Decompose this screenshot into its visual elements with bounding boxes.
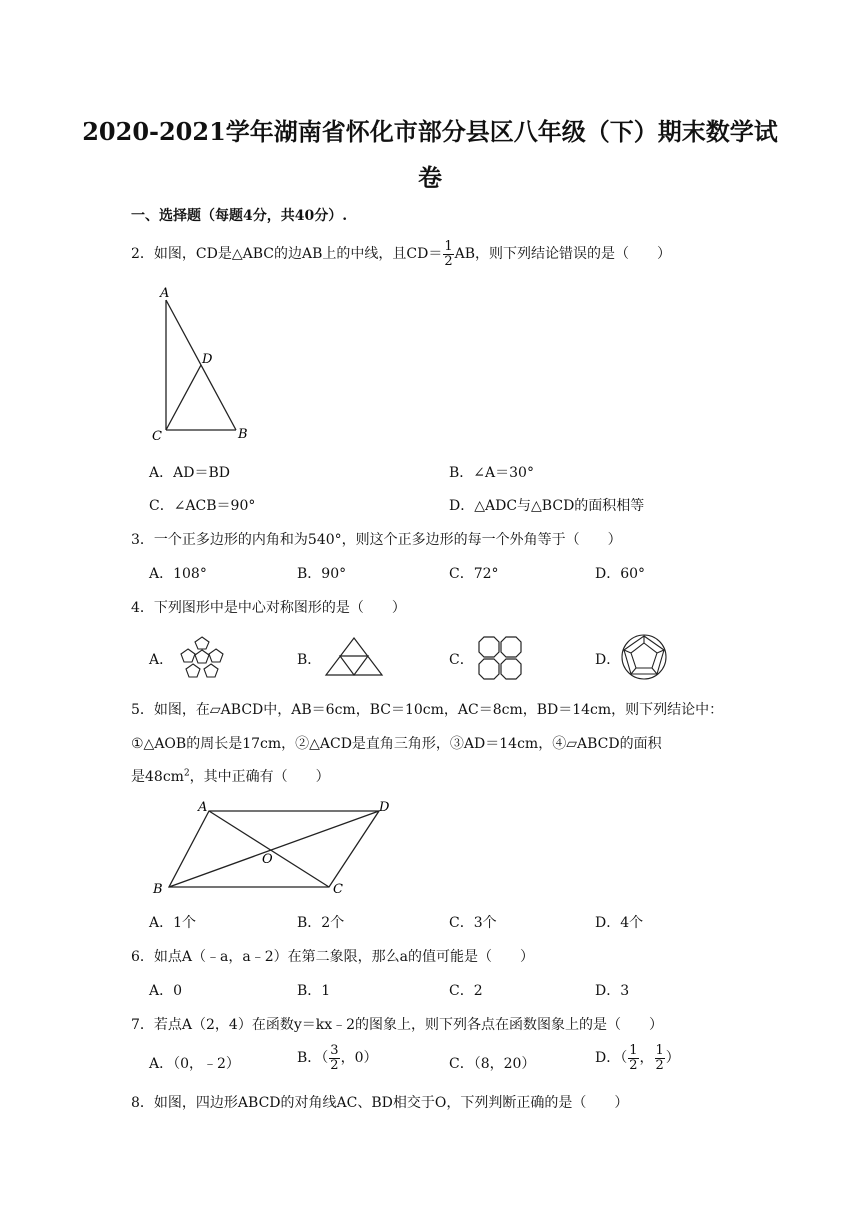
label-b: B — [238, 427, 248, 442]
section-heading: 一、选择题（每题4分，共40分）. — [131, 208, 348, 224]
q7-b-num: 3 — [330, 1043, 339, 1058]
label-c: C — [152, 429, 162, 444]
question-7-stem: 7．若点A（2，4）在函数y＝kx﹣2的图象上，则下列各点在函数图象上的是（ ） — [131, 1017, 664, 1033]
question-5-line-1: 5．如图，在▱ABCD中，AB＝6cm，BC＝10cm，AC＝8cm，BD＝14cm，则下列结论中： — [131, 702, 724, 718]
q3-option-c: C．72° — [449, 566, 499, 582]
q7-d-post: ） — [665, 1050, 680, 1067]
label-d: D — [202, 352, 213, 367]
question-8-stem: 8．如图，四边形ABCD的对角线AC、BD相交于O，下列判断正确的是（ ） — [131, 1095, 629, 1111]
question-4-stem: 4．下列图形中是中心对称图形的是（ ） — [131, 600, 406, 616]
q5-option-c: C．3个 — [449, 915, 497, 931]
page-title-line1: 2020-2021学年湖南省怀化市部分县区八年级（下）期末数学试 — [82, 117, 778, 146]
q5-option-b: B．2个 — [297, 915, 345, 931]
question-2-stem — [131, 240, 671, 268]
label-a: A — [160, 286, 170, 301]
q7-d-den-1: 2 — [629, 1057, 638, 1073]
q2-text-post: AB，则下列结论错误的是（ ） — [454, 246, 672, 263]
q2-option-d: D．△ADC与△BCD的面积相等 — [449, 498, 645, 514]
q2-option-c: C．∠ACB＝90° — [149, 498, 256, 514]
diagonal-bd — [169, 811, 379, 887]
q2-frac-num: 1 — [444, 239, 453, 254]
question-5-line-2: ①△AOB的周长是17cm，②△ACD是直角三角形，③AD＝14cm，④▱ABCD的面积 — [131, 736, 662, 752]
diagonal-ac — [209, 811, 329, 887]
q7-option-c: C．（8，20） — [449, 1056, 536, 1072]
label-c: C — [333, 882, 343, 897]
q2-frac-den: 2 — [444, 253, 453, 269]
q7-option-d — [595, 1044, 680, 1072]
q7-b-pre: B．（ — [297, 1050, 329, 1067]
circle-star-pattern-icon — [620, 633, 668, 681]
octagon-pattern-icon — [476, 635, 524, 681]
q3-option-d: D．60° — [595, 566, 646, 582]
label-a: A — [198, 800, 208, 815]
q4-option-b: B． — [297, 652, 322, 668]
q5-parallelogram-figure — [145, 797, 395, 897]
q6-option-c: C．2 — [449, 983, 483, 999]
q7-d-den-2: 2 — [655, 1057, 664, 1073]
label-b: B — [153, 882, 163, 897]
q4-option-a: A． — [149, 652, 174, 668]
label-o: O — [262, 852, 273, 867]
question-5-line-3 — [131, 766, 330, 786]
q2-fraction — [443, 240, 453, 268]
q7-option-a: A．（0，﹣2） — [149, 1056, 240, 1072]
q7-option-b — [297, 1044, 378, 1072]
q7-d-num-1: 1 — [629, 1043, 638, 1058]
q2-triangle-figure — [140, 280, 270, 450]
q7-d-sep: ， — [639, 1050, 654, 1067]
q3-option-a: A．108° — [149, 566, 207, 582]
q7-d-num-2: 1 — [655, 1043, 664, 1058]
label-d: D — [379, 800, 390, 815]
q7-d-fraction-2 — [655, 1044, 665, 1072]
triangle-pattern-icon — [324, 636, 384, 678]
q5-superscript: 2 — [183, 768, 190, 779]
q3-option-b: B．90° — [297, 566, 347, 582]
q5-line3-post: ，其中正确有（ ） — [189, 769, 330, 785]
q6-option-d: D．3 — [595, 983, 630, 999]
q2-option-b: B．∠A＝30° — [449, 465, 534, 481]
q5-option-d: D．4个 — [595, 915, 644, 931]
q7-b-fraction — [329, 1044, 339, 1072]
question-3-stem: 3．一个正多边形的内角和为540°，则这个正多边形的每一个外角等于（ ） — [131, 532, 622, 548]
pentagon-pattern-icon — [176, 635, 228, 681]
q2-option-a: A．AD＝BD — [149, 465, 230, 481]
q6-option-a: A．0 — [149, 983, 183, 999]
q7-b-post: ，0） — [340, 1050, 378, 1067]
q5-option-a: A．1个 — [149, 915, 197, 931]
question-6-stem: 6．如点A（﹣a，a﹣2）在第二象限，那么a的值可能是（ ） — [131, 949, 534, 965]
q7-b-den: 2 — [330, 1057, 339, 1073]
q6-option-b: B．1 — [297, 983, 331, 999]
q4-option-c: C． — [449, 652, 474, 668]
page-title-line2: 卷 — [418, 163, 442, 192]
q5-line3-pre: 是48cm — [131, 769, 184, 785]
q7-d-pre: D．（ — [595, 1050, 628, 1067]
q2-text-pre: 2．如图，CD是△ABC的边AB上的中线，且CD＝ — [131, 246, 443, 263]
q7-d-fraction-1 — [628, 1044, 638, 1072]
segment-cd — [166, 365, 201, 430]
q4-option-d: D． — [595, 652, 621, 668]
